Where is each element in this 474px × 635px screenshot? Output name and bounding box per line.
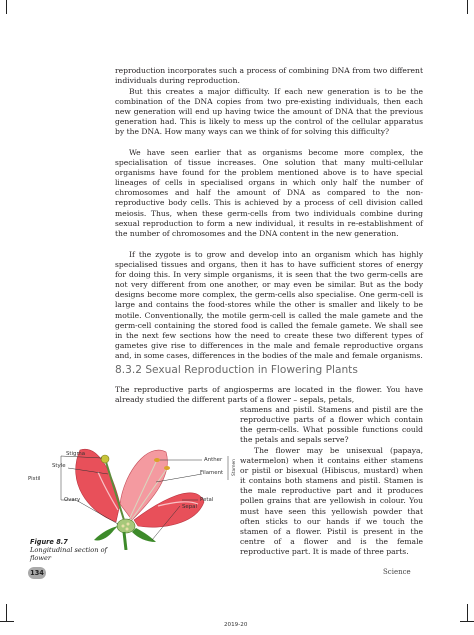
right-paragraph-2: The flower may be unisexual (papaya, watermelon) when it contains either stamens or pistil or bisexual (Hibiscus, mustard) when it contains both stamens and pistil. Stamen is the male reproductive part and it produces pollen grains that are yellowish in colour. You must have seen this yellowish powder that often sticks to our hands if we touch the stamen of a flower. Pistil is present in the centre of a flower and is the female reproductive part. It is made of three parts. (240, 446, 423, 556)
label-petal: Petal (200, 497, 214, 503)
figure-caption (30, 538, 120, 562)
paragraph-4: If the zygote is to grow and develop into an organism which has highly specialised tissues and organs, then it has to have sufficient stores of energy for doing this. In very simple organisms, it is seen that the two germ-cells are not very different from one another, or may even be similar. But as the body designs become more complex, the germ-cells also specialise. One germ-cell is large and contains the food-stores while the other is smaller and likely to be motile. Conventionally, the motile germ-cell is called the male gamete and the germ-cell containing the stored food is called the female gamete. We shall see in the next few sections how the need to create these two different types of gametes give rise to differences in the male and female reproductive organs and, in some cases, differences in the bodies of the male and female organisms. (115, 250, 423, 360)
subject-footer: Science (383, 568, 411, 576)
crop-mark-bottom-right-v (467, 604, 468, 622)
label-stigma: Stigma (66, 451, 86, 457)
label-pistil: Pistil (28, 476, 41, 482)
section-heading: 8.3.2 Sexual Reproduction in Flowering Plants (115, 364, 358, 376)
paragraph-3: We have seen earlier that as organisms become more complex, the specialisation of tissue increases. One solution that many multi-cellular organisms have found for the problem mentioned above is to have special lineages of cells in specialised organs in which only half the number of chromosomes and half the amount of DNA as compared to the non-reproductive body cells. This is achieved by a process of cell division called meiosis. Thus, when these germ-cells from two individuals combine during sexual reproduction to form a new individual, it results in re-establishment of the number of chromosomes and the DNA content in the new generation. (115, 148, 423, 238)
label-stamen: Stamen (232, 459, 237, 476)
paragraph-1: reproduction incorporates such a process of combining DNA from two different individuals during reproduction. (115, 66, 423, 86)
stigma-shape (101, 455, 109, 463)
crop-mark-bottom-left-v (6, 604, 7, 622)
label-filament: Filament (200, 470, 224, 476)
crop-mark-top-right-v (467, 0, 468, 14)
figure-caption-text: Longitudinal section of flower (30, 546, 107, 562)
intro-text: The reproductive parts of angiosperms are located in the flower. You have already studied the different parts of a flower – sepals, petals, (115, 385, 423, 405)
crop-mark-bottom-left-h (0, 621, 14, 622)
label-sepal: Sepal (182, 504, 197, 510)
page-number-badge: 134 (28, 567, 46, 579)
label-ovary: Ovary (64, 497, 81, 503)
crop-mark-bottom-right-h (460, 621, 474, 622)
flower-stalk (124, 532, 126, 550)
label-anther: Anther (204, 457, 223, 463)
figure-caption-title: Figure 8.7 (30, 538, 68, 546)
crop-mark-top-left-v (6, 0, 7, 14)
anther-1 (154, 458, 160, 462)
label-style: Style (52, 463, 66, 469)
year-footer: 2019-20 (224, 622, 248, 628)
anther-2 (164, 466, 170, 470)
paragraph-2: But this creates a major difficulty. If each new generation is to be the combination of the DNA copies from two pre-existing individuals, then each new generation will end up having twice the amount of DNA that the previous generation had. This is likely to mess up the control of the cellular apparatus by the DNA. How many ways can we think of for solving this difficulty? (115, 87, 423, 137)
right-paragraph-1: stamens and pistil. Stamens and pistil are the reproductive parts of a flower which contain the germ-cells. What possible functions could the petals and sepals serve? (240, 405, 423, 445)
flower-figure (28, 442, 240, 550)
ovary-shape (117, 519, 135, 533)
